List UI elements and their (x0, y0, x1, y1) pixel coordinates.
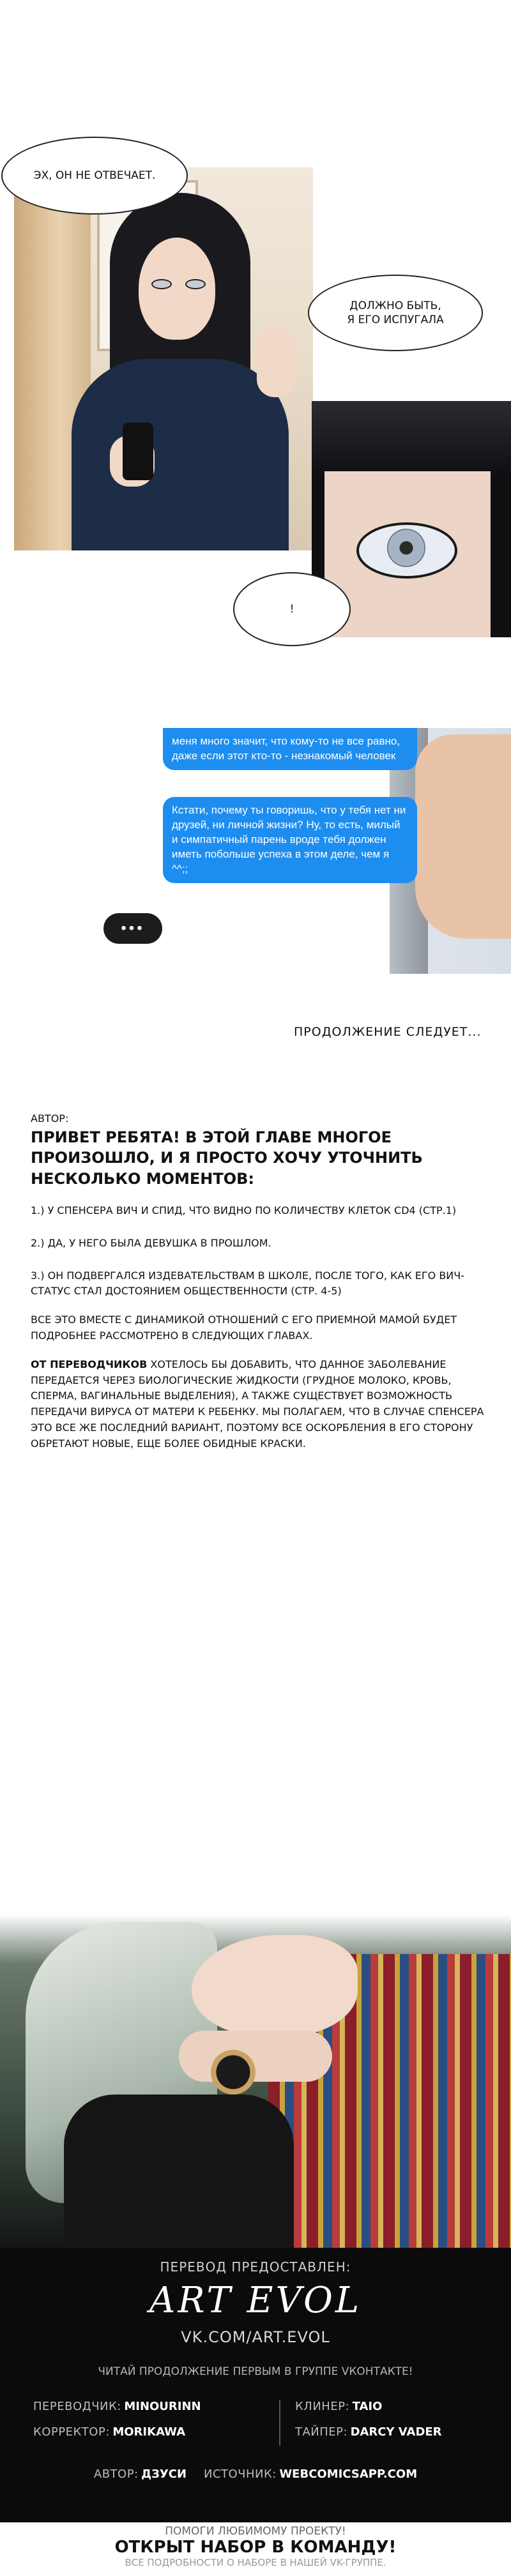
typer-label: ТАЙПЕР: (295, 2425, 348, 2439)
girl-eye-right (185, 279, 206, 289)
girl-sweater (72, 359, 289, 550)
translators-note-text: ХОТЕЛОСЬ БЫ ДОБАВИТЬ, ЧТО ДАННОЕ ЗАБОЛЕВАНИЕ ПЕРЕДАЕТСЯ ЧЕРЕЗ БИОЛОГИЧЕСКИЕ ЖИДКОСТИ (ГРУДНОЕ МОЛОКО, КРОВЬ, СПЕРМА, ВАГИНАЛЬНЫЕ ВЫДЕЛЕНИЯ), А ТАКЖЕ СУЩЕСТВУЕТ ВОЗМОЖНОСТЬ ПЕРЕДАЧИ ВИРУСА ОТ МАТЕРИ К РЕБЕНКУ. МЫ ПОЛАГАЕМ, ЧТО В СЛУЧАЕ СПЕНСЕРА ЭТО ВСЕ ЖЕ ПОСЛЕДНИЙ ВАРИАНТ, ПОЭТОМУ ВСЕ ОСКОРБЛЕНИЯ В ЕГО СТОРОНУ ОБРЕТАЮТ НОВЫЕ, ЕЩЕ БОЛЕЕ ОБИДНЫЕ КРАСКИ. (31, 1358, 484, 1450)
credits-table (33, 2400, 480, 2451)
translator-row (33, 2400, 201, 2413)
typing-dots: ••• (121, 920, 145, 937)
author-note-point-4: ВСЕ ЭТО ВМЕСТЕ С ДИНАМИКОЙ ОТНОШЕНИЙ С ЕГО ПРИЕМНОЙ МАМОЙ БУДЕТ ПОДРОБНЕЕ РАССМОТРЕНО В СЛЕДУЮЩИХ ГЛАВАХ. (31, 1314, 457, 1342)
panel-phone-chat (0, 728, 511, 974)
speech-text-exclaim: ! (289, 602, 294, 616)
speech-text-top: ЭХ, ОН НЕ ОТВЕЧАЕТ. (33, 169, 156, 182)
speech-text-right: ДОЛЖНО БЫТЬ, Я ЕГО ИСПУГАЛА (347, 299, 444, 326)
chat-message-1-text: меня много значит, что кому-то не все равно, даже если этот кто-то - незнакомый человек (172, 735, 400, 762)
hair-strands (312, 401, 511, 478)
iris (387, 529, 425, 567)
author-note-point-2: 2.) ДА, У НЕГО БЫЛА ДЕВУШКА В ПРОШЛОМ. (31, 1236, 271, 1249)
girl-eye-left (151, 279, 172, 289)
translators-note-label: ОТ ПЕРЕВОДЧИКОВ (31, 1358, 148, 1370)
speech-bubble-exclaim (233, 572, 351, 646)
thumb (415, 734, 511, 939)
cleaner-row (295, 2400, 382, 2413)
art-evol-logo: ART EVOL (149, 2280, 362, 2321)
chat-message-2 (163, 797, 417, 883)
author-note-point-1: 1.) У СПЕНСЕРА ВИЧ И СПИД, ЧТО ВИДНО ПО КОЛИЧЕСТВУ КЛЕТОК CD4 (СТР.1) (31, 1204, 457, 1216)
divider-vertical (279, 2400, 280, 2446)
cleaner-label: КЛИНЕР: (295, 2400, 350, 2413)
author-note-label: АВТОР: (31, 1112, 69, 1125)
cleaner-name: TAIO (352, 2400, 383, 2413)
group-url-link[interactable]: VK.COM/ART.EVOL (181, 2328, 330, 2346)
translators-note (31, 1357, 484, 1452)
woman-arm (179, 2031, 332, 2082)
recruit-text: ОТКРЫТ НАБОР В КОМАНДУ! (114, 2538, 397, 2557)
help-project-text: ПОМОГИ ЛЮБИМОМУ ПРОЕКТУ! (165, 2525, 346, 2538)
girl-face (139, 238, 215, 340)
corrector-name: MORIKAWA (112, 2425, 186, 2439)
recruit-footer (0, 2522, 511, 2576)
corrector-row (33, 2425, 185, 2439)
author-source-row (0, 2467, 511, 2481)
author-note-heading: ПРИВЕТ РЕБЯТА! В ЭТОЙ ГЛАВЕ МНОГОЕ ПРОИЗОШЛО, И Я ПРОСТО ХОЧУ УТОЧНИТЬ НЕСКОЛЬКО МОМЕНТОВ: (31, 1128, 423, 1188)
provided-by-text: ПЕРЕВОД ПРЕДОСТАВЛЕН: (160, 2259, 351, 2275)
black-sleeve (64, 2095, 294, 2261)
author-note-point-3: 3.) ОН ПОДВЕРГАЛСЯ ИЗДЕВАТЕЛЬСТВАМ В ШКОЛЕ, ПОСЛЕ ТОГО, КАК ЕГО ВИЧ-СТАТУС СТАЛ ДОСТОЯНИЕМ ОБЩЕСТВЕННОСТИ (СТР. 4-5) (31, 1269, 465, 1298)
source-name: WEBCOMICSAPP.COM (279, 2467, 418, 2481)
corrector-label: КОРРЕКТОР: (33, 2425, 110, 2439)
author-label: АВТОР: (93, 2467, 139, 2481)
speech-bubble-top (1, 137, 188, 215)
translator-label: ПЕРЕВОДЧИК: (33, 2400, 121, 2413)
chat-message-1 (163, 728, 417, 770)
typer-name: DARCY VADER (350, 2425, 442, 2439)
phone-in-hand (123, 423, 153, 480)
read-first-text: ЧИТАЙ ПРОДОЛЖЕНИЕ ПЕРВЫМ В ГРУППЕ VКОНТАКТЕ! (98, 2365, 413, 2378)
girl-raised-hand (257, 327, 295, 397)
typing-indicator (103, 913, 162, 944)
typer-row (295, 2425, 442, 2439)
watch (211, 2050, 256, 2095)
credits-page (0, 1865, 511, 2576)
source-label: ИСТОЧНИК: (203, 2467, 277, 2481)
details-text: ВСЕ ПОДРОБНОСТИ О НАБОРЕ В НАШЕЙ VK-ГРУППЕ. (125, 2557, 386, 2568)
speech-bubble-right (308, 275, 483, 351)
author-note (31, 1111, 484, 1452)
panel-girl-on-phone (14, 167, 313, 550)
author-name: ДЗУСИ (141, 2467, 187, 2481)
continue-text: ПРОДОЛЖЕНИЕ СЛЕДУЕТ... (294, 1025, 482, 1039)
chat-message-2-text: Кстати, почему ты говоришь, что у тебя нет ни друзей, ни личной жизни? Ну, то есть, милый и симпатичный парень вроде тебя должен иметь побольше успеха в этом деле, чем я ^^;; (172, 804, 406, 875)
translator-name: MINOURINN (124, 2400, 201, 2413)
